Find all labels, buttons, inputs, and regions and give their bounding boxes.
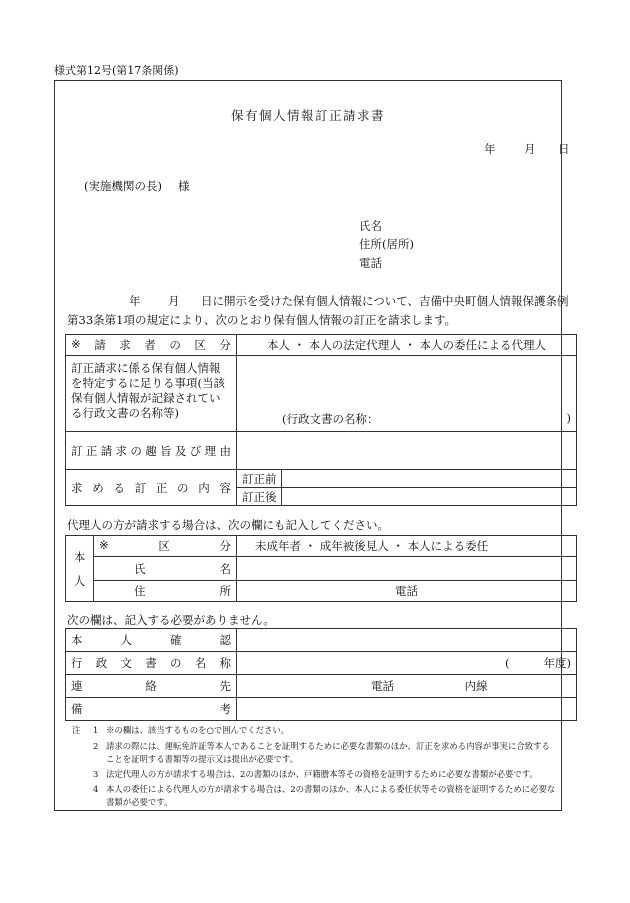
identity-check-label: 本 人 確 認 — [66, 629, 237, 652]
form-title: 保有個人情報訂正請求書 — [230, 108, 385, 123]
note-3-text: 法定代理人の方が請求する場合は、2の書類のほか、戸籍謄本等その資格を証明するために必要な書類が必要です。 — [106, 769, 538, 779]
principal-side-label: 本 人 — [66, 536, 94, 602]
fiscal-year: 年度) — [543, 656, 571, 670]
principal-phone-label: 電話 — [395, 584, 418, 598]
doc-name-close: ) — [566, 411, 571, 425]
principal-name-field[interactable] — [237, 557, 577, 581]
intro-line2: 第33条第1項の規定により、次のとおり保有個人情報の訂正を請求します。 — [67, 313, 457, 327]
after-label: 訂正後 — [237, 488, 282, 506]
contact-field[interactable] — [237, 675, 577, 698]
agent-note: 代理人の方が請求する場合は、次の欄にも記入してください。 — [67, 518, 389, 532]
intro-month: 月 — [168, 294, 180, 308]
correction-reason-field[interactable] — [237, 432, 577, 470]
intro-year: 年 — [129, 294, 141, 308]
requester-category-options[interactable]: 本人 ・ 本人の法定代理人 ・ 本人の委任による代理人 — [237, 335, 577, 356]
note-1-text: ※の欄は、該当するものを○で囲んでください。 — [106, 725, 290, 735]
applicant-name-label: 氏名 — [359, 219, 382, 233]
date-year: 年 — [484, 142, 496, 156]
office-table — [65, 628, 577, 721]
applicant-address-label: 住所(居所) — [359, 237, 414, 251]
doc-name-label: 行 政 文 書 の 名 称 — [66, 652, 237, 675]
note-2-text: 請求の際には、運転免許証等本人であることを証明するために必要な書類のほか、訂正を求める内容が事実に合致することを証明する書類等の提示又は提出が必要です。 — [106, 741, 550, 764]
note-1-num: 1 — [93, 725, 99, 735]
intro-line1: 日に開示を受けた保有個人情報について、吉備中央町個人情報保護条例 — [201, 294, 569, 308]
date-day: 日 — [558, 142, 570, 156]
note-2-num: 2 — [93, 741, 99, 751]
requester-category-label: ※ 請 求 者 の 区 分 — [66, 335, 237, 356]
office-note: 次の欄は、記入する必要がありません。 — [67, 613, 275, 627]
date-month: 月 — [524, 142, 536, 156]
notes-prefix: 注 — [72, 725, 81, 735]
correction-content-label: 求 め る 訂 正 の 内 容 — [66, 470, 237, 506]
identity-check-field[interactable] — [237, 629, 577, 652]
note-4-text: 本人の委任による代理人の方が請求する場合は、2の書類のほか、本人による委任状等その資格を証明するために必要な書類が必要です。 — [106, 784, 556, 807]
agent-table — [65, 535, 577, 602]
target-info-label: 訂正請求に係る保有個人情報を特定するに足りる事項(当該保有個人情報が記録されている行政文書の名称等) — [66, 356, 237, 432]
honorific: 様 — [178, 179, 190, 193]
before-field[interactable] — [282, 470, 577, 488]
principal-address-label: 住 所 — [94, 581, 237, 602]
agent-category-options[interactable]: 未成年者 ・ 成年被後見人 ・ 本人による委任 — [237, 536, 577, 557]
request-table — [65, 334, 577, 506]
applicant-phone-label: 電話 — [359, 256, 382, 270]
agent-category-label: ※ 区 分 — [94, 536, 237, 557]
contact-phone-label: 電話 — [371, 679, 394, 693]
after-field[interactable] — [282, 488, 577, 506]
target-info-field[interactable] — [237, 356, 577, 432]
remarks-field[interactable] — [237, 698, 577, 721]
correction-reason-label: 訂 正 請 求 の 趣 旨 及 び 理 由 — [66, 432, 237, 470]
principal-address-field[interactable] — [237, 581, 577, 602]
contact-ext-label: 内線 — [464, 679, 488, 693]
contact-label: 連 絡 先 — [66, 675, 237, 698]
form-id: 様式第12号(第17条関係) — [54, 64, 179, 77]
remarks-label: 備 考 — [66, 698, 237, 721]
addressee: (実施機関の長) — [84, 179, 162, 193]
principal-name-label: 氏 名 — [94, 557, 237, 581]
doc-name-open: (行政文書の名称： — [282, 412, 379, 426]
before-label: 訂正前 — [237, 470, 282, 488]
note-4-num: 4 — [93, 784, 99, 794]
fiscal-open: ( — [505, 656, 510, 670]
doc-name-field[interactable] — [237, 652, 577, 675]
note-3-num: 3 — [93, 769, 99, 779]
